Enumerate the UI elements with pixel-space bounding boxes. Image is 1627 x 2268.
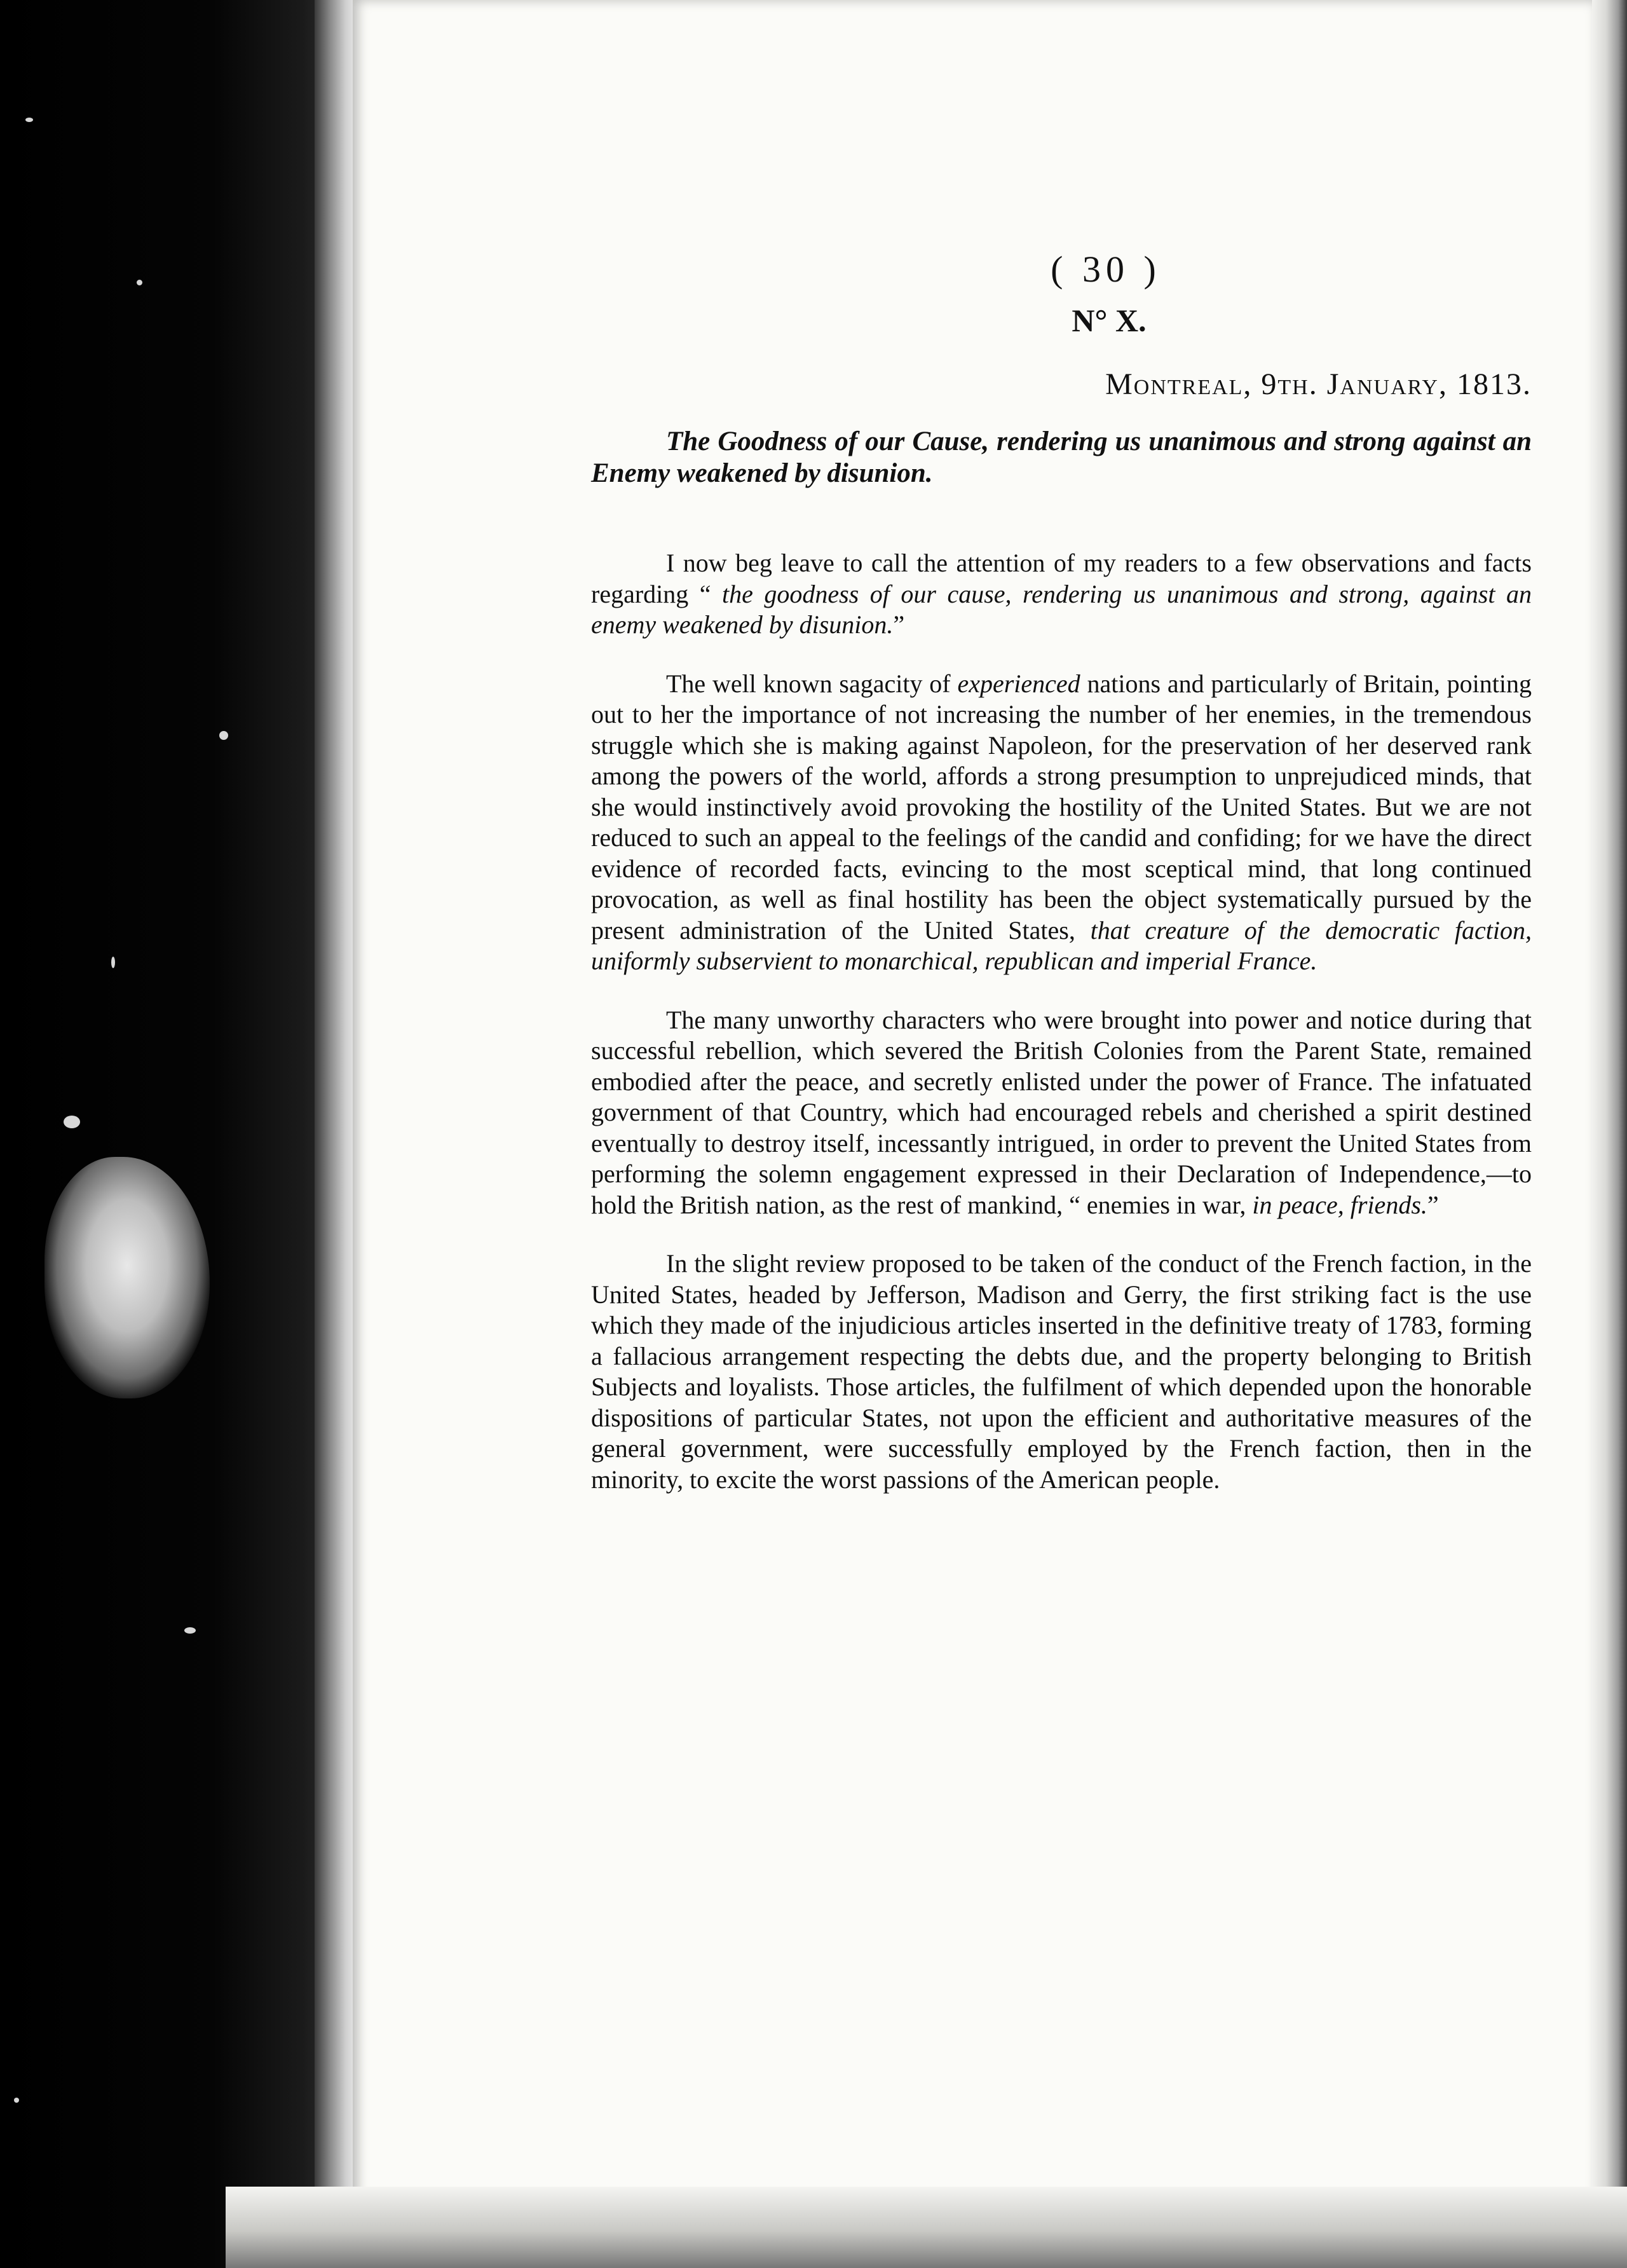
book-spine: [0, 0, 356, 2268]
speck: [111, 957, 115, 968]
text-run: ”: [893, 610, 905, 639]
speck: [137, 280, 142, 285]
text-run: ”: [1427, 1190, 1439, 1219]
paragraph: [591, 548, 1532, 641]
italic-text: experienced: [957, 669, 1080, 698]
paragraph: [591, 1005, 1532, 1221]
speck: [219, 731, 228, 740]
italic-text: that creature of the democratic faction, uniformly subservient to monarchical, republican and imperial France.: [591, 915, 1532, 975]
speck: [184, 1627, 196, 1634]
italic-text: the goodness of our cause, rendering us unanimous and strong, against an enemy weakened by disunion.: [591, 579, 1532, 639]
speck: [14, 2098, 19, 2103]
dateline: Montreal, 9th. January, 1813.: [1105, 367, 1532, 401]
page-right-edge: [1592, 0, 1627, 2268]
speck: [64, 1116, 80, 1128]
subtitle: The Goodness of our Cause, rendering us unanimous and strong against an Enemy weakened by disunion.: [591, 427, 1532, 488]
number-heading: N° X.: [1072, 303, 1147, 338]
paragraph: [591, 1248, 1532, 1495]
speck: [25, 118, 33, 122]
italic-text: in peace, friends.: [1252, 1190, 1427, 1219]
page-number: ( 30 ): [1051, 249, 1161, 290]
text-run: The well known sagacity of: [666, 669, 958, 698]
paragraph: [591, 669, 1532, 977]
page-bottom-edge: [226, 2187, 1627, 2268]
page-text: [591, 248, 1532, 1523]
text-run: In the slight review proposed to be taken of the conduct of the French faction, in the United States, headed by Jefferson, Madison and Gerry, the first striking fact is the use which they made of the injudicious articles inserted in the definitive treaty of 1783, forming a fallacious arrangement respecting the debts due, and the property belonging to British Subjects and loyalists. Those articles, the fulfilment of which depended upon the honorable dispositions of particular States, not upon the efficient and authoritative measures of the general government, were successfully employed by the French faction, then in the minority, to excite the worst passions of the American people.: [591, 1249, 1532, 1494]
text-run: nations and particularly of Britain, pointing out to her the importance of not increasing the number of her enemies, in the tremendous struggle which she is making against Napoleon, for the preservation of her deserved rank among the powers of the world, affords a strong presumption to unprejudiced minds, that she would instinctively avoid provoking the hostility of the United States. But we are not reduced to such an appeal to the feelings of the candid and confiding; for we have the direct evidence of recorded facts, evincing to the most sceptical mind, that long continued provocation, as well as final hostility has been the object systematically pursued by the present administration of the United States,: [591, 669, 1532, 945]
text-run: The many unworthy characters who were brought into power and notice during that successful rebellion, which severed the British Colonies from the Parent State, remained embodied after the peace, and secretly enlisted under the power of France. The infatuated government of that Country, which had encouraged rebels and cherished a spirit destined eventually to destroy itself, incessantly intrigued, in order to prevent the United States from performing the solemn engagement expressed in their Declaration of Independence,—to hold the British nation, as the rest of mankind, “ enemies in war,: [591, 1005, 1532, 1219]
body-text: [591, 548, 1532, 1495]
text-run: I now beg leave to call the attention of my readers to a few observations and facts regarding “: [591, 549, 1532, 608]
